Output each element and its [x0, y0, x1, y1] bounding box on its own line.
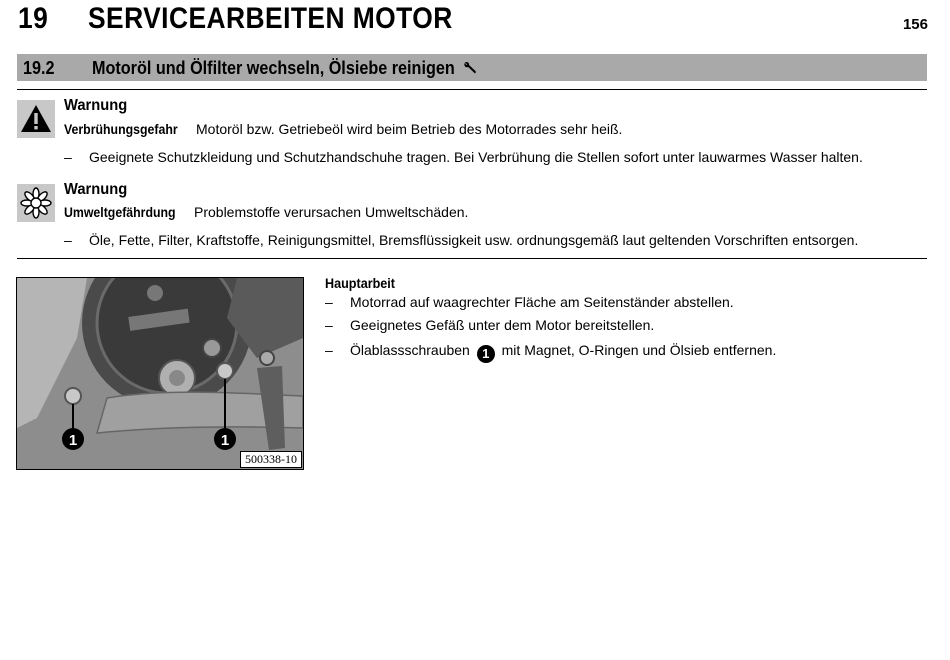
wrench-icon — [463, 61, 477, 75]
callout-badge: 1 — [477, 345, 495, 363]
section-number: 19.2 — [23, 58, 55, 78]
divider — [17, 258, 927, 259]
warning-text: Problemstoffe verursachen Umweltschäden. — [194, 204, 469, 220]
task-step-text: mit Magnet, O-Ringen und Ölsieb entfernen. — [501, 342, 777, 358]
section-title-text: Motoröl und Ölfilter wechseln, Ölsiebe reinigen — [92, 58, 455, 78]
callout-1-label: 1 — [220, 432, 230, 449]
task-step — [350, 342, 776, 363]
bullet-dash: – — [325, 317, 333, 333]
bullet-dash: – — [64, 232, 72, 248]
warning-label: Umweltgefährdung — [64, 204, 176, 220]
warning-text: Motoröl bzw. Getriebeöl wird beim Betrieb des Motorrades sehr heiß. — [196, 121, 623, 137]
task-step: Geeignetes Gefäß unter dem Motor bereitstellen. — [350, 317, 655, 333]
warning-bullet: Öle, Fette, Filter, Kraftstoffe, Reinigungsmittel, Bremsflüssigkeit usw. ordnungsgemäß laut geltenden Vorschriften entsorgen. — [89, 232, 859, 248]
task-step-text: Ölablassschrauben — [350, 342, 470, 358]
bullet-dash: – — [325, 294, 333, 310]
section-title — [92, 58, 477, 79]
divider — [17, 89, 927, 90]
task-step: Motorrad auf waagrechter Fläche am Seitenständer abstellen. — [350, 294, 734, 310]
engine-photo — [16, 277, 304, 470]
warning-bullet: Geeignete Schutzkleidung und Schutzhandschuhe tragen. Bei Verbrühung die Stellen sofort unter lauwarmes Wasser halten. — [89, 149, 863, 165]
callout-1-label: 1 — [68, 432, 78, 449]
engine-illustration — [17, 278, 303, 469]
figure-code: 500338-10 — [240, 451, 302, 468]
warning-heading: Warnung — [64, 181, 128, 198]
chapter-number: 19 — [18, 2, 49, 35]
page-number: 156 — [902, 16, 928, 33]
task-heading: Hauptarbeit — [325, 275, 396, 291]
chapter-title: SERVICEARBEITEN MOTOR — [88, 2, 453, 35]
section-heading-bar — [17, 54, 927, 81]
warning-heading: Warnung — [64, 97, 128, 114]
danger-triangle-icon — [17, 100, 55, 138]
environment-flower-icon — [17, 184, 55, 222]
warning-label: Verbrühungsgefahr — [64, 121, 178, 137]
bullet-dash: – — [64, 149, 72, 165]
bullet-dash: – — [325, 342, 333, 358]
